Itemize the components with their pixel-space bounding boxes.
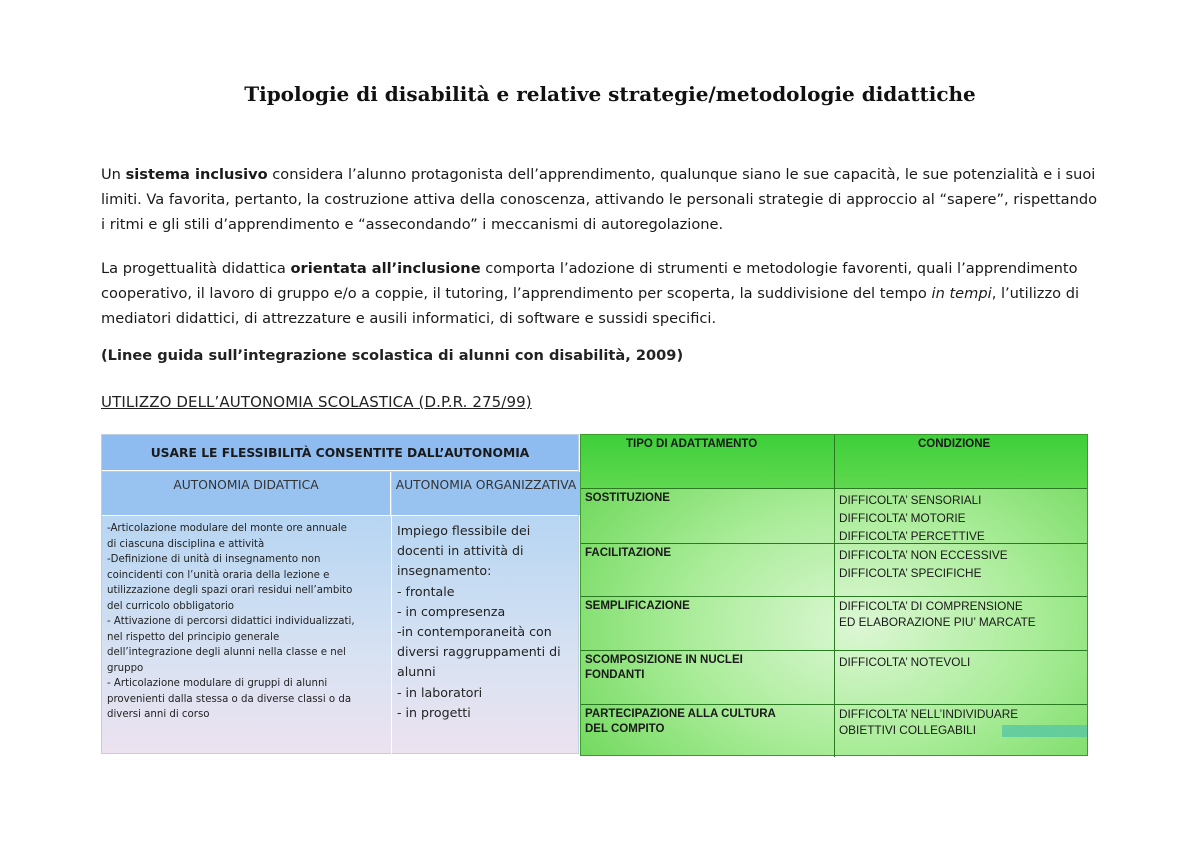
list-item: docenti in attività di [397, 543, 524, 559]
condition-cell [839, 653, 1089, 671]
organizational-autonomy-title: AUTONOMIA ORGANIZZATIVA [392, 472, 580, 515]
cell-line: SEMPLIFICAZIONE [585, 600, 690, 612]
list-item: insegnamento: [397, 563, 492, 579]
cell-line: DIFFICOLTA’ DI COMPRENSIONE [839, 599, 1023, 613]
autonomy-flexibility-table [101, 434, 579, 754]
condition-cell [839, 546, 1089, 582]
list-item: diversi anni di corso [107, 709, 210, 720]
adaptation-type-cell [585, 599, 831, 614]
list-item: utilizzazione degli spazi orari residui nell’ambito [107, 585, 353, 596]
list-item: - frontale [397, 583, 455, 599]
paragraph-inclusive-system [101, 162, 1101, 237]
list-item: alunni [397, 664, 436, 680]
list-item: Impiego flessibile dei [397, 523, 531, 538]
table-divider [102, 515, 578, 516]
cell-line: DIFFICOLTA’ MOTORIE [839, 511, 966, 525]
cell-line: PARTECIPAZIONE ALLA CULTURA [585, 708, 776, 720]
page-title: Tipologie di disabilità e relative strategie/metodologie didattiche [244, 82, 976, 106]
adaptation-type-column-title: TIPO DI ADATTAMENTO [626, 438, 758, 450]
list-item: -in contemporaneità con [397, 624, 552, 640]
adaptation-type-cell [585, 707, 831, 737]
cell-line: DIFFICOLTA’ NOTEVOLI [839, 655, 971, 669]
list-item: diversi raggruppamenti di [397, 644, 561, 660]
cell-line: FACILITAZIONE [585, 547, 672, 559]
cell-line: DIFFICOLTA’ PERCETTIVE [839, 529, 985, 543]
list-item: - in compresenza [397, 603, 506, 619]
list-item: -Definizione di unità di insegnamento non [107, 554, 321, 565]
cell-line: DIFFICOLTA’ NELL’INDIVIDUARE [839, 707, 1019, 721]
list-item: del curricolo obbligatorio [107, 600, 235, 612]
list-item: - in progetti [397, 704, 471, 720]
cell-line: DIFFICOLTA’ NON ECCESSIVE [839, 548, 1008, 562]
autonomy-table-header: USARE LE FLESSIBILITÀ CONSENTITE DALL’AUTONOMIA [102, 435, 578, 471]
cell-line: OBIETTIVI COLLEGABILI [839, 722, 977, 737]
p2-text-mid: comporta l’adozione di strumenti e metodologie favorenti, quali l’apprendimento cooperativo, il lavoro di gruppo e/o a coppie, il tutoring, l’apprendimento per scoperta, la suddivisione del tempo [101, 260, 1078, 302]
list-item: dell’integrazione degli alunni nella classe e nel [107, 647, 346, 658]
p1-text-post: considera l’alunno protagonista dell’apprendimento, qualunque siano le sue capacità, le sue potenzialità e i suoi limiti. Va favorita, pertanto, la costruzione attiva della conoscenza, attivando le personali strategie di approccio al “sapere”, rispettando i ritmi e gli stili d’apprendimento e “assecondando” i meccanismi di autoregolazione. [101, 166, 1098, 233]
list-item: nel rispetto del principio generale [107, 631, 280, 643]
cell-line: SOSTITUZIONE [585, 492, 670, 504]
cell-line: ED ELABORAZIONE PIU’ MARCATE [839, 614, 1036, 629]
p1-bold: sistema inclusivo [125, 166, 268, 183]
table-divider [391, 515, 392, 755]
p2-bold: orientata all’inclusione [290, 260, 481, 277]
adaptation-type-cell [585, 491, 831, 506]
list-item: -Articolazione modulare del monte ore annuale [107, 523, 347, 534]
list-item: - Articolazione modulare di gruppi di alunni [107, 678, 328, 689]
didactic-autonomy-content [107, 521, 389, 723]
table-divider [834, 435, 835, 757]
cell-line: DIFFICOLTA’ SENSORIALI [839, 493, 982, 507]
cell-line: DIFFICOLTA’ SPECIFICHE [839, 566, 982, 580]
list-item: provenienti dalla stessa o da diverse classi o da [107, 693, 352, 705]
p2-italic: in tempi [931, 285, 992, 302]
didactic-autonomy-title: AUTONOMIA DIDATTICA [102, 472, 391, 515]
adaptation-table [580, 434, 1088, 756]
paragraph-inclusion-planning [101, 256, 1101, 331]
adaptation-type-cell [585, 546, 831, 561]
highlight-mark [1002, 725, 1087, 737]
cell-line: SCOMPOSIZIONE IN NUCLEI [585, 654, 743, 666]
p2-text-pre: La progettualità didattica [101, 260, 291, 277]
cell-line: DEL COMPITO [585, 723, 665, 735]
organizational-autonomy-content [397, 521, 577, 723]
section-heading: UTILIZZO DELL’AUTONOMIA SCOLASTICA (D.P.R. 275/99) [101, 393, 532, 411]
list-item: - in laboratori [397, 684, 483, 700]
list-item: - Attivazione di percorsi didattici individualizzati, [107, 616, 355, 627]
list-item: di ciascuna disciplina e attività [107, 538, 265, 550]
citation: (Linee guida sull’integrazione scolastica di alunni con disabilità, 2009) [101, 347, 684, 364]
condition-cell [839, 491, 1089, 545]
condition-column-title: CONDIZIONE [918, 438, 991, 450]
p2-text-post: , l’utilizzo di mediatori didattici, di attrezzature e ausili informatici, di software e sussidi specifici. [101, 285, 1080, 327]
list-item: gruppo [107, 662, 144, 674]
adaptation-type-cell [585, 653, 831, 683]
p1-text-pre: Un [101, 166, 126, 183]
list-item: coincidenti con l’unità oraria della lezione e [107, 569, 330, 581]
condition-cell [839, 599, 1089, 630]
cell-line: FONDANTI [585, 669, 645, 681]
